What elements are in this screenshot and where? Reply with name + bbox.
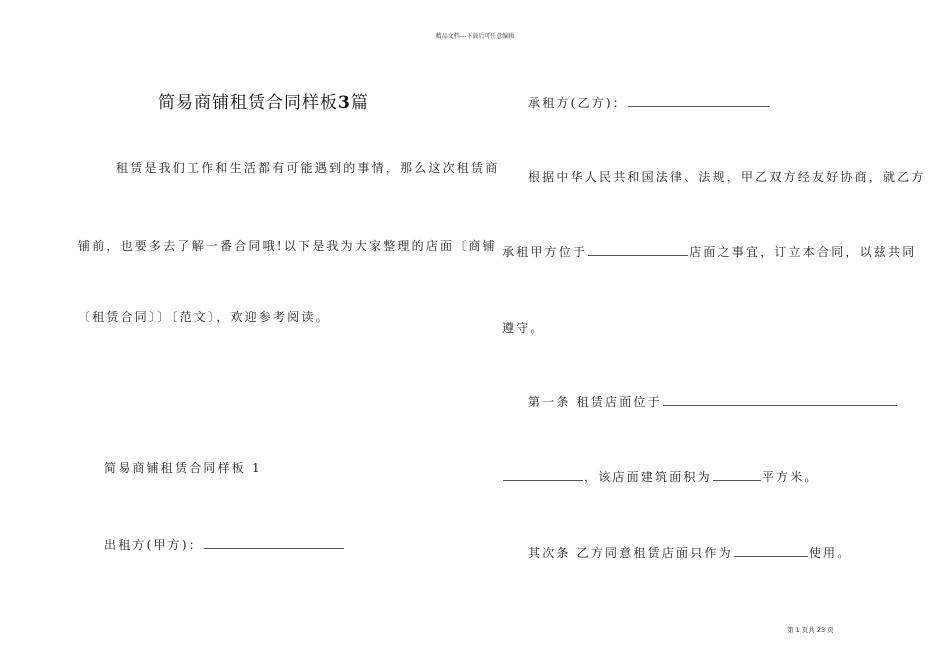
lessor-blank [204, 538, 344, 549]
article1-line-2b: 平方米。 [761, 470, 819, 484]
intro-line-2: 铺前，也要多去了解一番合同哦!以下是我为大家整理的店面〔商铺 [78, 239, 497, 253]
page-number: 第 1 页共 23 页 [787, 626, 834, 634]
para1-line-2 [502, 243, 916, 260]
para1-line-3: 遵守。 [502, 321, 545, 335]
para1-line-1: 根据中华人民共和国法律、法规，甲乙双方经友好协商，就乙方 [528, 170, 926, 184]
article2-a: 其次条 乙方同意租赁店面只作为 [528, 546, 733, 560]
lessee-blank [628, 96, 770, 107]
address-blank [503, 470, 583, 481]
article1-line-1 [528, 393, 898, 410]
article1-line-2 [502, 468, 819, 485]
article2-b: 使用。 [808, 546, 852, 560]
intro-line-1: 租赁是我们工作和生活都有可能遇到的事情，那么这次租赁商 [116, 161, 500, 175]
article1-blank [663, 395, 897, 406]
section-heading: 简易商铺租赁合同样板 1 [104, 461, 262, 475]
title-prefix: 简易商铺租赁合同样板 [158, 93, 338, 113]
article2-line [528, 544, 851, 561]
usage-blank [734, 546, 808, 557]
document-title [158, 88, 369, 113]
header-note: 精品文档---下载后可任意编辑 [435, 33, 515, 40]
title-suffix: 篇 [350, 93, 369, 113]
lessee-label: 承租方(乙方)： [528, 96, 627, 110]
article1-text: 第一条 租赁店面位于 [528, 395, 662, 409]
para1-line-2b: 店面之事宜，订立本合同，以兹共同 [689, 245, 917, 259]
location-blank [588, 245, 688, 256]
para1-line-2a: 承租甲方位于 [502, 245, 588, 259]
lessor-label: 出租方(甲方)： [104, 538, 203, 552]
lessor-line [104, 536, 345, 553]
lessee-line [528, 94, 771, 111]
title-number: 3 [338, 93, 351, 113]
article1-line-2a: ，该店面建筑面积为 [584, 470, 712, 484]
intro-line-3: 〔租赁合同〕〕〔范文〕，欢迎参考阅读。 [78, 310, 330, 324]
area-blank [713, 470, 761, 481]
